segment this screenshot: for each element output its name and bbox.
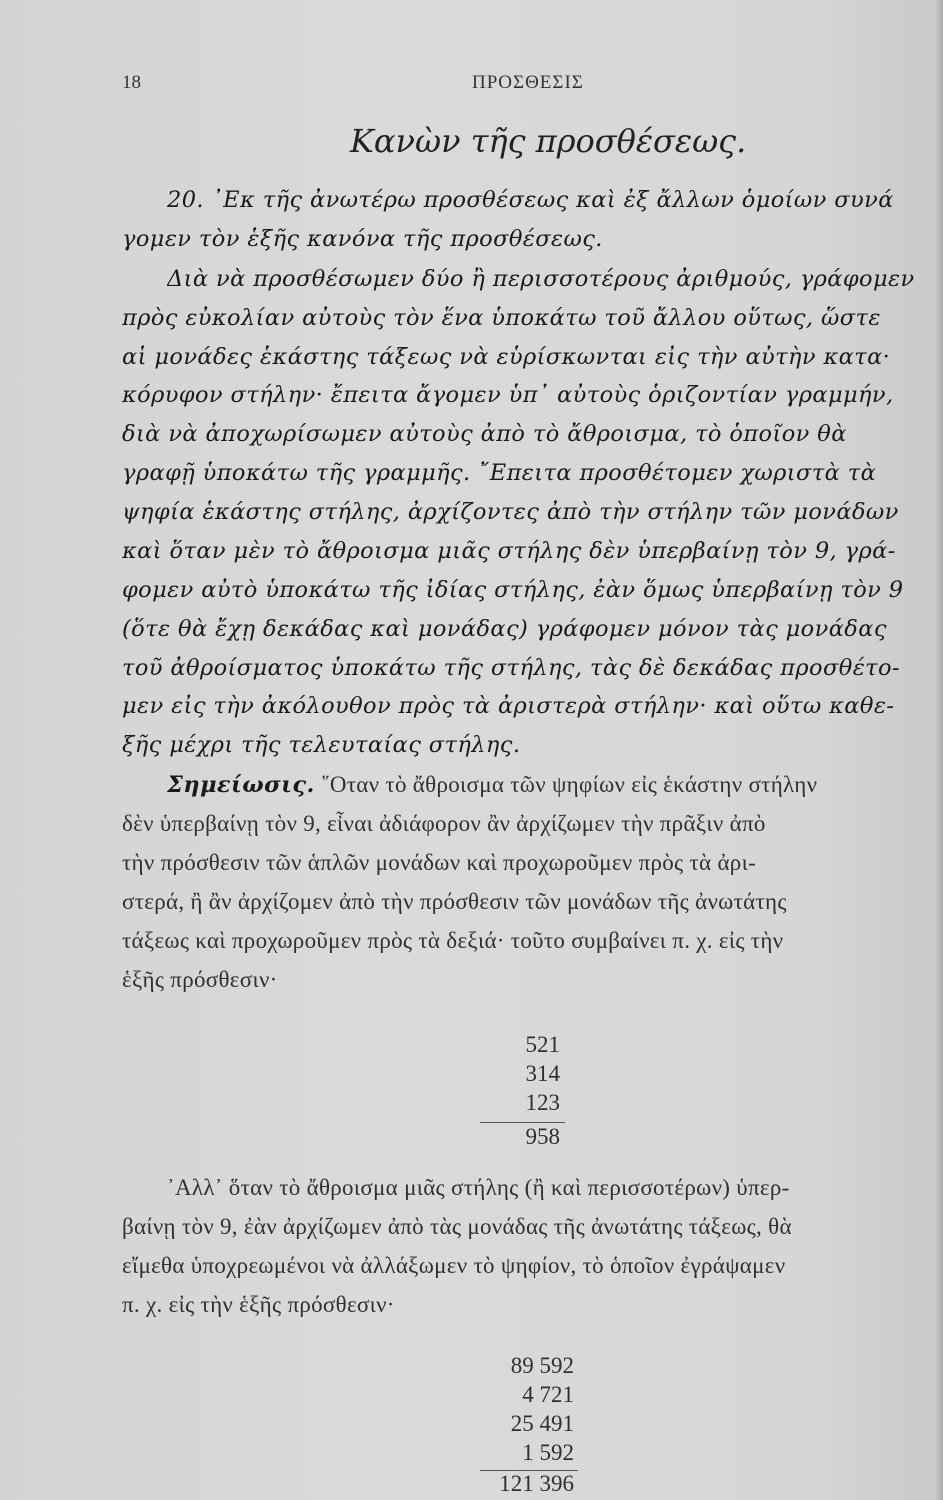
note-line: ἑξῆς πρόσθεσιν· [122,967,278,992]
page-number: 18 [122,72,141,93]
note-line: τάξεως καὶ προχωροῦμεν πρὸς τὰ δεξιά· τοῦτο συμβαίνει π. χ. εἰς τὴν [122,928,784,953]
note-line: δὲν ὑπερβαίνῃ τὸν 9, εἶναι ἀδιάφορον ἂν ἀρχίζωμεν τὴν πρᾶξιν ἀπὸ [122,811,766,836]
example-2-addend: 89 592 [510,1353,574,1378]
note-line: τὴν πρόσθεσιν τῶν ἁπλῶν μονάδων καὶ προχωροῦμεν πρὸς τὰ ἀρι- [122,850,757,875]
note-text: ῞Οταν τὸ ἄθροισμα τῶν ψηφίων εἰς ἑκάστην στήλην [321,772,818,797]
paragraph-3-line: ᾿Αλλ᾿ ὅταν τὸ ἄθροισμα μιᾶς στήλης (ἢ καὶ περισσοτέρων) ὑπερ- [167,1175,790,1200]
paragraph-3-line: π. χ. εἰς τὴν ἑξῆς πρόσθεσιν· [122,1292,395,1317]
example-1-addend: 314 [525,1061,560,1086]
example-1-sum-rule [480,1122,565,1123]
paragraph-2-line: κόρυφον στήλην· ἔπειτα ἄγομεν ὑπ᾿ αὐτοὺς ὁριζοντίαν γραμμήν, [122,382,894,408]
paragraph-3-line: βαίνῃ τὸν 9, ἐὰν ἀρχίζωμεν ἀπὸ τὰς μονάδας τῆς ἀνωτάτης τάξεως, θὰ [122,1214,792,1239]
paragraph-2-line: διὰ νὰ ἀποχωρίσωμεν αὐτοὺς ἀπὸ τὸ ἄθροισμα, τὸ ὁποῖον θὰ [122,421,847,447]
paragraph-2-line: Διὰ νὰ προσθέσωμεν δύο ἢ περισσοτέρους ἀριθμούς, γράφομεν [167,266,915,292]
paragraph-2-line: ξῆς μέχρι τῆς τελευταίας στήλης. [122,732,521,758]
paragraph-2-line: ψηφία ἑκάστης στήλης, ἀρχίζοντες ἀπὸ τὴν στήλην τῶν μονάδων [122,499,899,525]
paragraph-1-line: γομεν τὸν ἑξῆς κανόνα τῆς προσθέσεως. [122,226,603,252]
example-1-sum: 958 [525,1124,560,1149]
paragraph-2-line: μεν εἰς τὴν ἀκόλουθον πρὸς τὰ ἀριστερὰ στήλην· καὶ οὕτω καθε- [122,693,895,719]
paragraph-2-line: τοῦ ἀθροίσματος ὑποκάτω τῆς στήλης, τὰς δὲ δεκάδας προσθέτο- [122,655,900,681]
paragraph-2-line: καὶ ὅταν μὲν τὸ ἄθροισμα μιᾶς στήλης δὲν ὑπερβαίνῃ τὸν 9, γρά- [122,538,896,564]
section-title: Κανὼν τῆς προσθέσεως. [350,122,747,160]
running-head: ΠΡΟΣΘΕΣΙΣ [472,72,584,93]
note-label: Σημείωσις. [167,772,315,798]
example-2-addend: 1 592 [522,1440,574,1465]
example-2-addend: 25 491 [510,1411,574,1436]
page-edge-shadow [935,0,943,1500]
note-line: στερά, ἢ ἂν ἀρχίζομεν ἀπὸ τὴν πρόσθεσιν τῶν μονάδων τῆς ἀνωτάτης [122,889,787,914]
paragraph-2-line: αἱ μονάδες ἑκάστης τάξεως νὰ εὑρίσκωνται εἰς τὴν αὐτὴν κατα· [122,344,891,370]
paragraph-3-line: εἴμεθα ὑποχρεωμένοι νὰ ἀλλάξωμεν τὸ ψηφίον, τὸ ὁποῖον ἐγράψαμεν [122,1253,786,1278]
paragraph-2-line: πρὸς εὐκολίαν αὐτοὺς τὸν ἕνα ὑποκάτω τοῦ ἄλλου οὕτως, ὥστε [122,305,881,331]
paragraph-2-line: γραφῇ ὑποκάτω τῆς γραμμῆς. ῎Επειτα προσθέτομεν χωριστὰ τὰ [122,460,877,486]
paragraph-2-line: (ὅτε θὰ ἔχῃ δεκάδας καὶ μονάδας) γράφομεν μόνον τὰς μονάδας [122,616,887,642]
example-1-addend: 123 [525,1090,560,1115]
note-first-line [167,772,817,798]
example-1-addend: 521 [525,1032,560,1057]
example-2-sum: 121 396 [499,1471,574,1496]
paragraph-1-line: 20. ᾿Εκ τῆς ἀνωτέρω προσθέσεως καὶ ἐξ ἄλλων ὁμοίων συνά [167,187,894,213]
example-2-addend: 4 721 [522,1382,574,1407]
paragraph-2-line: φομεν αὐτὸ ὑποκάτω τῆς ἰδίας στήλης, ἐὰν ὅμως ὑπερβαίνῃ τὸν 9 [122,577,904,603]
